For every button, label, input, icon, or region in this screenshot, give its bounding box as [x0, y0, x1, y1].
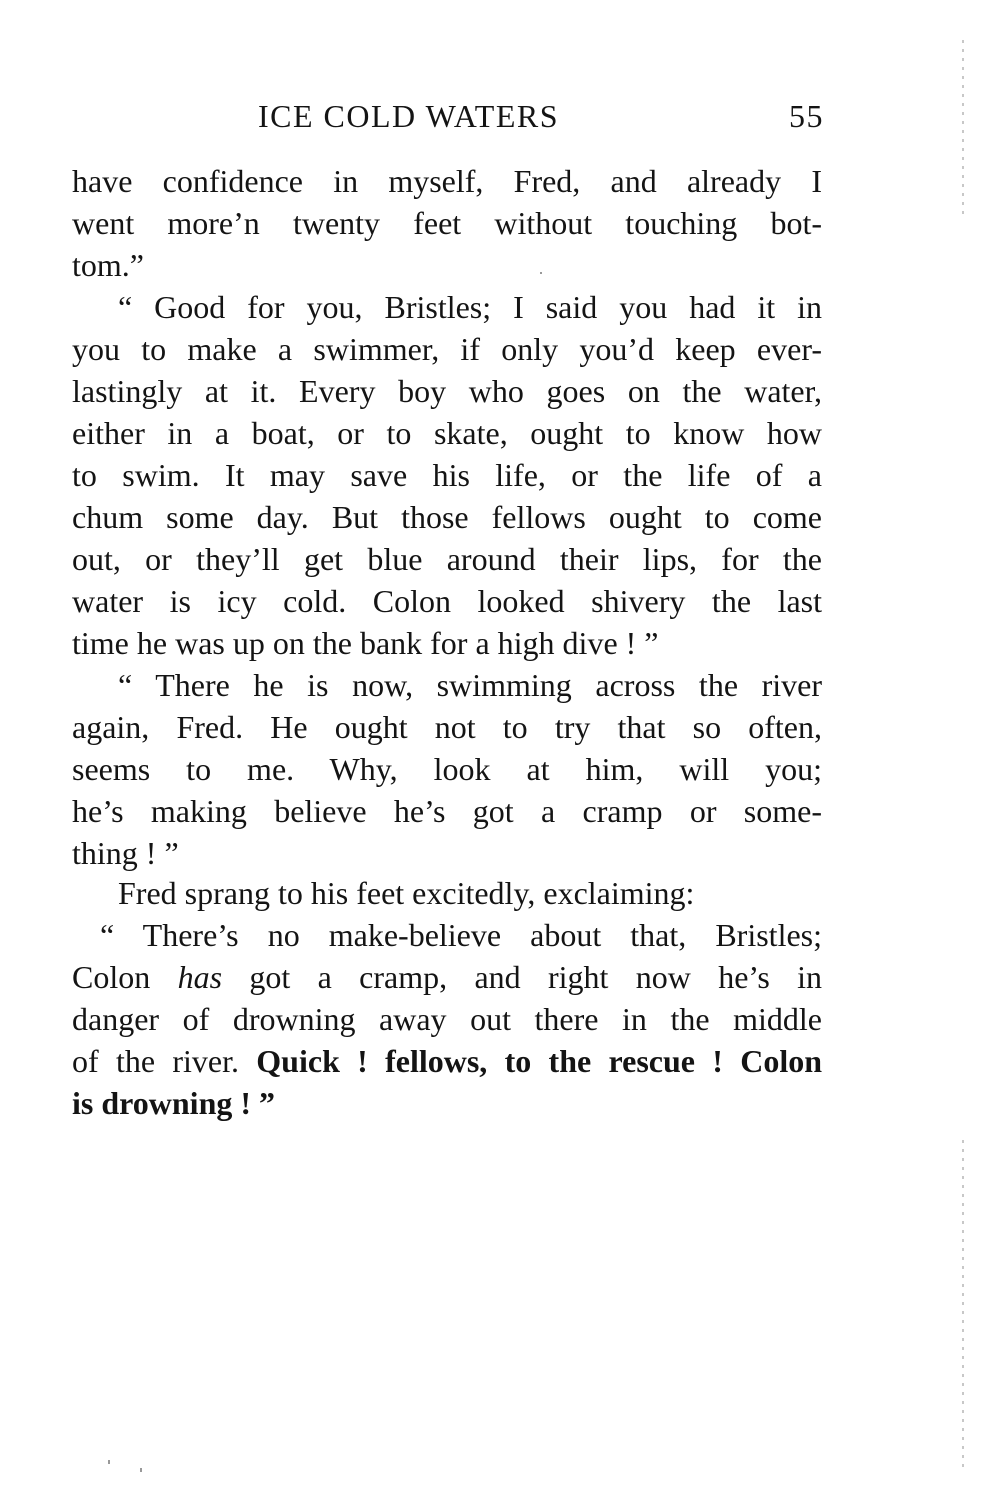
text-line: you to make a swimmer, if only you’d keep ever-	[72, 331, 822, 367]
text-line: went more’n twenty feet without touching bot-	[72, 205, 822, 241]
bold-text: Quick ! fellows, to the rescue ! Colon	[256, 1043, 823, 1079]
text-line: time he was up on the bank for a high dive ! ”	[72, 625, 659, 661]
text-line: have confidence in myself, Fred, and already I	[72, 163, 822, 199]
text-line: “ There’s no make-believe about that, Bristles;	[100, 917, 822, 953]
text-line: out, or they’ll get blue around their lips, for the	[72, 541, 822, 577]
text-line: either in a boat, or to skate, ought to know how	[72, 415, 822, 451]
text-line: “ Good for you, Bristles; I said you had it in	[118, 289, 822, 325]
scan-edge-mark	[962, 1140, 964, 1470]
text-line: Fred sprang to his feet excitedly, exclaiming:	[118, 875, 695, 911]
running-head	[72, 98, 824, 142]
text-line: “ There he is now, swimming across the river	[118, 667, 822, 703]
text-span: of the river.	[72, 1043, 257, 1079]
text-line: to swim. It may save his life, or the life of a	[72, 457, 822, 493]
text-line: chum some day. But those fellows ought to come	[72, 499, 822, 535]
text-line: water is icy cold. Colon looked shivery the last	[72, 583, 822, 619]
text-line: danger of drowning away out there in the middle	[72, 1001, 822, 1037]
scan-speck	[540, 272, 542, 274]
text-line: tom.”	[72, 247, 144, 283]
emphasis-text: has	[177, 959, 223, 995]
text-span: Colon	[72, 959, 178, 995]
scan-speck	[108, 1460, 110, 1464]
text-line: seems to me. Why, look at him, will you;	[72, 751, 822, 787]
text-line: thing ! ”	[72, 835, 179, 871]
text-line: lastingly at it. Every boy who goes on the water,	[72, 373, 822, 409]
text-line: is drowning ! ”	[72, 1085, 276, 1121]
text-line: he’s making believe he’s got a cramp or some-	[72, 793, 822, 829]
running-title: ICE COLD WATERS	[258, 98, 560, 134]
text-line	[72, 1040, 822, 1082]
text-span: got a cramp, and right now he’s in	[222, 959, 823, 995]
text-line	[72, 956, 822, 998]
text-line: again, Fred. He ought not to try that so often,	[72, 709, 822, 745]
scan-speck	[140, 1468, 142, 1472]
scan-edge-mark	[962, 40, 964, 215]
page-number: 55	[789, 98, 824, 134]
